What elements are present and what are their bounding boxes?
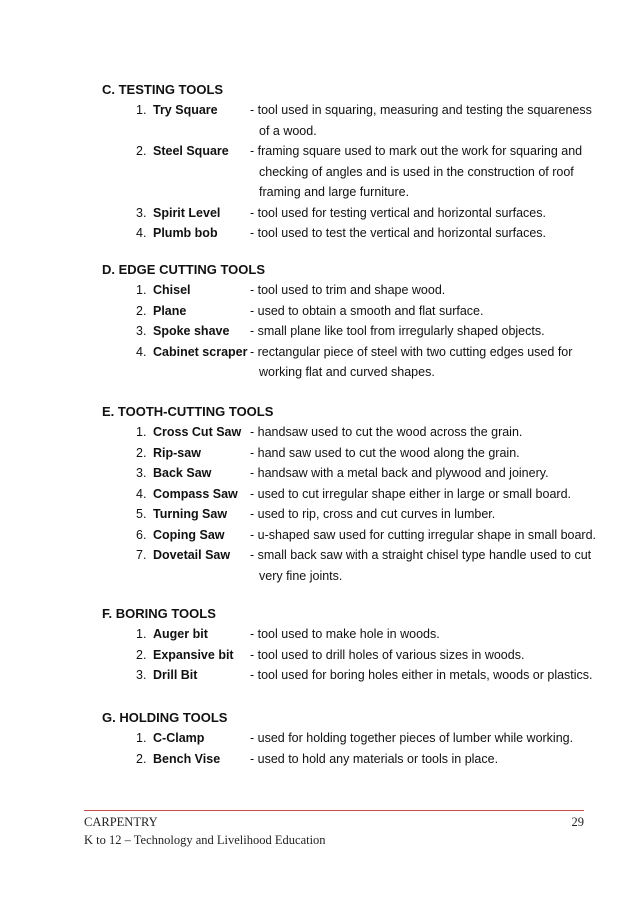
item-number: 7. bbox=[136, 548, 147, 562]
tool-description: - tool used for testing vertical and horizontal surfaces. bbox=[250, 205, 546, 220]
tool-name: Coping Saw bbox=[153, 527, 225, 542]
tool-description: - framing square used to mark out the work for squaring and checking of angles and is used in the construction of roof framing and large furniture. bbox=[250, 144, 583, 199]
tool-name: Try Square bbox=[153, 103, 218, 117]
item-number: 3. bbox=[136, 324, 147, 338]
tool-description: - tool used to trim and shape wood. bbox=[250, 283, 446, 297]
section-title: C. TESTING TOOLS bbox=[102, 82, 224, 97]
tool-description: - small back saw with a straight chisel type handle used to cut very fine joints. bbox=[250, 548, 592, 583]
footer-subject: CARPENTRY bbox=[84, 815, 158, 829]
tool-item bbox=[102, 203, 602, 224]
section-title: F. BORING TOOLS bbox=[102, 606, 216, 621]
item-number: 1. bbox=[136, 627, 147, 641]
tool-description: - tool used to test the vertical and horizontal surfaces. bbox=[250, 226, 546, 240]
tool-name: Rip-saw bbox=[153, 445, 201, 460]
tool-item bbox=[102, 545, 602, 586]
tool-description: - used for holding together pieces of lumber while working. bbox=[250, 731, 574, 745]
tool-item bbox=[102, 223, 602, 244]
tool-name: Steel Square bbox=[153, 144, 229, 158]
tool-name: Turning Saw bbox=[153, 507, 228, 521]
tool-name: Cross Cut Saw bbox=[153, 425, 242, 439]
item-number: 1. bbox=[136, 103, 147, 117]
tool-description: - used to cut irregular shape either in large or small board. bbox=[250, 486, 571, 501]
item-number: 4. bbox=[136, 344, 147, 359]
tool-section bbox=[102, 708, 602, 769]
item-number: 3. bbox=[136, 205, 147, 220]
tool-item bbox=[102, 100, 602, 141]
tool-item bbox=[102, 749, 602, 770]
section-title: D. EDGE CUTTING TOOLS bbox=[102, 262, 265, 277]
tool-name: Bench Vise bbox=[153, 751, 221, 766]
tool-item bbox=[102, 141, 602, 203]
tool-description: - small plane like tool from irregularly shaped objects. bbox=[250, 324, 545, 338]
item-number: 6. bbox=[136, 527, 147, 542]
tool-name: Back Saw bbox=[153, 466, 212, 480]
item-number: 1. bbox=[136, 283, 147, 297]
tool-name: Expansive bit bbox=[153, 647, 234, 662]
tool-description: - used to rip, cross and cut curves in lumber. bbox=[250, 507, 496, 521]
item-number: 2. bbox=[136, 144, 147, 158]
tool-description: - hand saw used to cut the wood along the grain. bbox=[250, 445, 520, 460]
tool-item bbox=[102, 463, 602, 484]
tool-name: Dovetail Saw bbox=[153, 548, 231, 562]
tool-item bbox=[102, 645, 602, 666]
item-number: 1. bbox=[136, 425, 147, 439]
item-number: 3. bbox=[136, 466, 147, 480]
tool-item bbox=[102, 342, 602, 383]
tool-name: Plumb bob bbox=[153, 226, 218, 240]
tool-name: Chisel bbox=[153, 283, 191, 297]
section-title: G. HOLDING TOOLS bbox=[102, 710, 228, 725]
item-number: 3. bbox=[136, 668, 147, 682]
tool-description: - tool used in squaring, measuring and testing the squareness of a wood. bbox=[250, 103, 592, 138]
item-number: 2. bbox=[136, 303, 147, 318]
tool-item bbox=[102, 484, 602, 505]
tool-description: - tool used to drill holes of various sizes in woods. bbox=[250, 647, 525, 662]
section-title: E. TOOTH-CUTTING TOOLS bbox=[102, 404, 274, 419]
tool-item bbox=[102, 525, 602, 546]
tool-name: Cabinet scraper bbox=[153, 344, 248, 359]
tool-description: - tool used for boring holes either in metals, woods or plastics. bbox=[250, 668, 593, 682]
item-number: 4. bbox=[136, 486, 147, 501]
item-number: 5. bbox=[136, 507, 147, 521]
tool-description: - used to hold any materials or tools in place. bbox=[250, 751, 499, 766]
tool-name: Drill Bit bbox=[153, 668, 198, 682]
item-number: 4. bbox=[136, 226, 147, 240]
tool-item bbox=[102, 728, 602, 749]
tool-item bbox=[102, 280, 602, 301]
tool-item bbox=[102, 665, 602, 686]
tool-item bbox=[102, 301, 602, 322]
item-number: 2. bbox=[136, 445, 147, 460]
page-number: 29 bbox=[571, 815, 584, 829]
footer-course: K to 12 – Technology and Livelihood Education bbox=[84, 833, 326, 847]
tool-section bbox=[102, 402, 602, 586]
tool-description: - handsaw with a metal back and plywood and joinery. bbox=[250, 466, 549, 480]
tool-section bbox=[102, 260, 602, 383]
tool-item bbox=[102, 504, 602, 525]
item-number: 1. bbox=[136, 731, 147, 745]
tool-name: Plane bbox=[153, 303, 187, 318]
tool-name: Spoke shave bbox=[153, 324, 230, 338]
page-footer bbox=[84, 810, 584, 849]
tool-description: - rectangular piece of steel with two cutting edges used for working flat and curved shapes. bbox=[250, 344, 573, 379]
item-number: 2. bbox=[136, 751, 147, 766]
tool-description: - used to obtain a smooth and flat surface. bbox=[250, 303, 484, 318]
tool-name: C-Clamp bbox=[153, 731, 205, 745]
tool-item bbox=[102, 443, 602, 464]
tool-description: - tool used to make hole in woods. bbox=[250, 627, 440, 641]
tool-item bbox=[102, 422, 602, 443]
tool-name: Spirit Level bbox=[153, 205, 221, 220]
tool-item bbox=[102, 624, 602, 645]
item-number: 2. bbox=[136, 647, 147, 662]
tool-name: Auger bit bbox=[153, 627, 208, 641]
tool-section bbox=[102, 80, 602, 244]
tool-description: - u-shaped saw used for cutting irregular shape in small board. bbox=[250, 527, 597, 542]
tool-description: - handsaw used to cut the wood across the grain. bbox=[250, 425, 523, 439]
tool-section bbox=[102, 604, 602, 686]
tool-item bbox=[102, 321, 602, 342]
tool-name: Compass Saw bbox=[153, 486, 238, 501]
